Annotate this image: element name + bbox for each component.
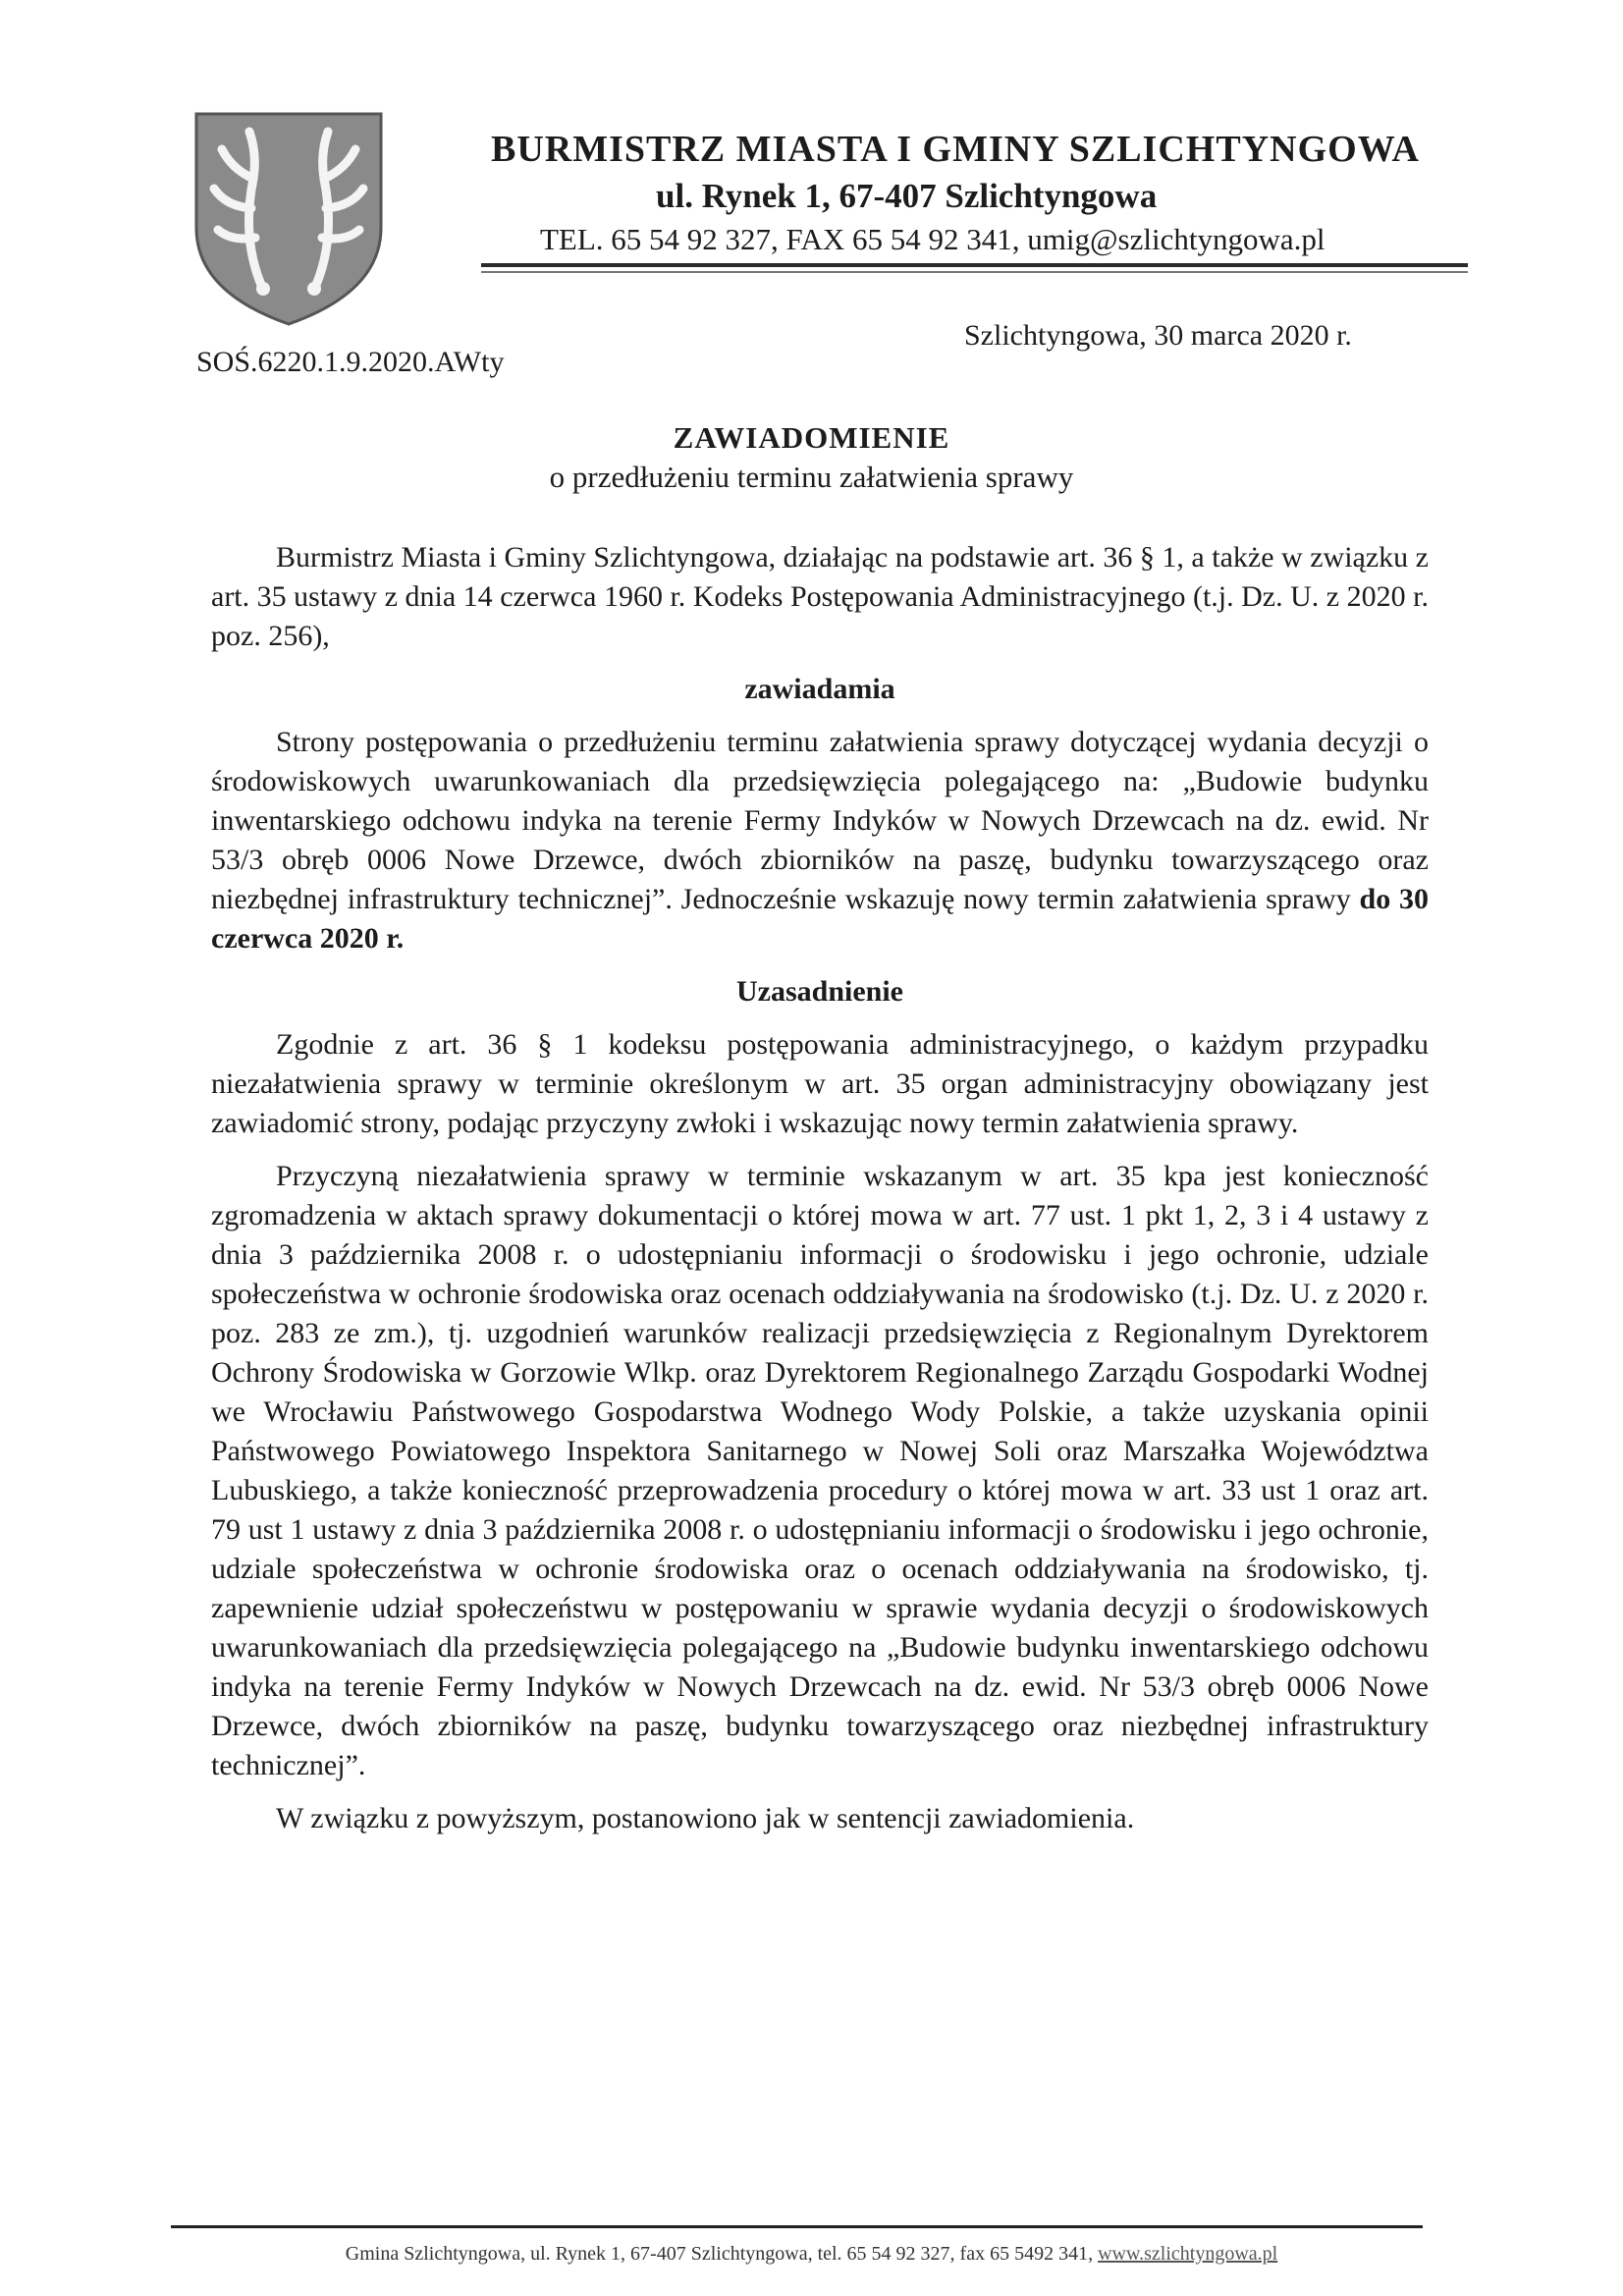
justification-paragraph: W związku z powyższym, postanowiono jak w sentencji zawiadomienia. — [276, 1802, 1135, 1834]
office-contact: TEL. 65 54 92 327, FAX 65 54 92 341, umig@szlichtyngowa.pl — [540, 222, 1325, 256]
footer-rule — [171, 2225, 1423, 2228]
footer-text: Gmina Szlichtyngowa, ul. Rynek 1, 67-407 Szlichtyngowa, tel. 65 54 92 327, fax 65 5492 341, — [345, 2243, 1099, 2265]
office-name: BURMISTRZ MIASTA I GMINY SZLICHTYNGOWA — [491, 129, 1420, 170]
document-date: Szlichtyngowa, 30 marca 2020 r. — [964, 319, 1352, 352]
footer — [0, 2243, 1623, 2266]
document-title: ZAWIADOMIENIE — [673, 420, 950, 455]
new-deadline: do 30 czerwca 2020 r. — [211, 883, 1429, 955]
notice-text: Strony postępowania o przedłużeniu terminu załatwienia sprawy dotyczącej wydania decyzji o środowiskowych uwarunkowaniach dla przedsięwzięcia polegającego na: „Budowie budynku inwentarskiego odchowu indyka na terenie Fermy Indyków w Nowych Drzewcach na dz. ewid. Nr 53/3 obręb 0006 Nowe Drzewce, dwóch zbiorników na paszę, budynku towarzyszącego oraz niezbędnej infrastruktury technicznej”. Jednocześnie wskazuję nowy termin załatwienia sprawy — [211, 726, 1429, 915]
letterhead-rule-thin — [481, 271, 1468, 273]
office-address: ul. Rynek 1, 67-407 Szlichtyngowa — [656, 177, 1158, 215]
intro-paragraph: Burmistrz Miasta i Gminy Szlichtyngowa, działając na podstawie art. 36 § 1, a także w związku z art. 35 ustawy z dnia 14 czerwca 1960 r. Kodeks Postępowania Administracyjnego (t.j. Dz. U. z 2020 r. poz. 256), — [211, 541, 1429, 652]
coat-of-arms-antlers-icon — [192, 110, 385, 328]
justification-paragraph: Przyczyną niezałatwienia sprawy w terminie wskazanym w art. 35 kpa jest konieczność zgromadzenia w aktach sprawy dokumentacji o której mowa w art. 77 ust. 1 pkt 1, 2, 3 i 4 ustawy z dnia 3 października 2008 r. o udostępnianiu informacji o środowisku i jego ochronie, udziale społeczeństwa w ochronie środowiska oraz ocenach oddziaływania na środowisko (t.j. Dz. U. z 2020 r. poz. 283 ze zm.), tj. uzgodnień warunków realizacji przedsięwzięcia z Regionalnym Dyrektorem Ochrony Środowiska w Gorzowie Wlkp. oraz Dyrektorem Regionalnego Zarządu Gospodarki Wodnej we Wrocławiu Państwowego Gospodarstwa Wodnego Wody Polskie, a także uzyskania opinii Państwowego Powiatowego Inspektora Sanitarnego w Nowej Soli oraz Marszałka Województwa Lubuskiego, a także konieczność przeprowadzenia procedury o której mowa w art. 33 ust 1 oraz art. 79 ust 1 ustawy z dnia 3 października 2008 r. o udostępnianiu informacji o środowisku i jego ochronie, udziale społeczeństwa w ochronie środowiska oraz o ocenach oddziaływania na środowisko, tj. zapewnienie udział społeczeństwu w postępowaniu w sprawie wydania decyzji o środowiskowych uwarunkowaniach dla przedsięwzięcia polegającego na „Budowie budynku inwentarskiego odchowu indyka na terenie Fermy Indyków w Nowych Drzewcach na dz. ewid. Nr 53/3 obręb 0006 Nowe Drzewce, dwóch zbiorników na paszę, budynku towarzyszącego oraz niezbędnej infrastruktury technicznej”. — [211, 1160, 1429, 1781]
letterhead-rule — [481, 263, 1468, 267]
justification-paragraph: Zgodnie z art. 36 § 1 kodeksu postępowania administracyjnego, o każdym przypadku niezałatwienia sprawy w terminie określonym w art. 35 organ administracyjny obowiązany jest zawiadomić strony, podając przyczyny zwłoki i wskazując nowy termin załatwienia sprawy. — [211, 1028, 1429, 1139]
case-reference: SOŚ.6220.1.9.2020.AWty — [196, 346, 505, 378]
notice-paragraph — [211, 723, 1429, 958]
footer-website-link[interactable]: www.szlichtyngowa.pl — [1098, 2243, 1278, 2265]
document-body — [211, 538, 1429, 1838]
notifies-heading: zawiadamia — [744, 673, 895, 705]
document-subtitle: o przedłużeniu terminu załatwienia sprawy — [549, 460, 1074, 494]
justification-heading: Uzasadnienie — [735, 975, 903, 1008]
